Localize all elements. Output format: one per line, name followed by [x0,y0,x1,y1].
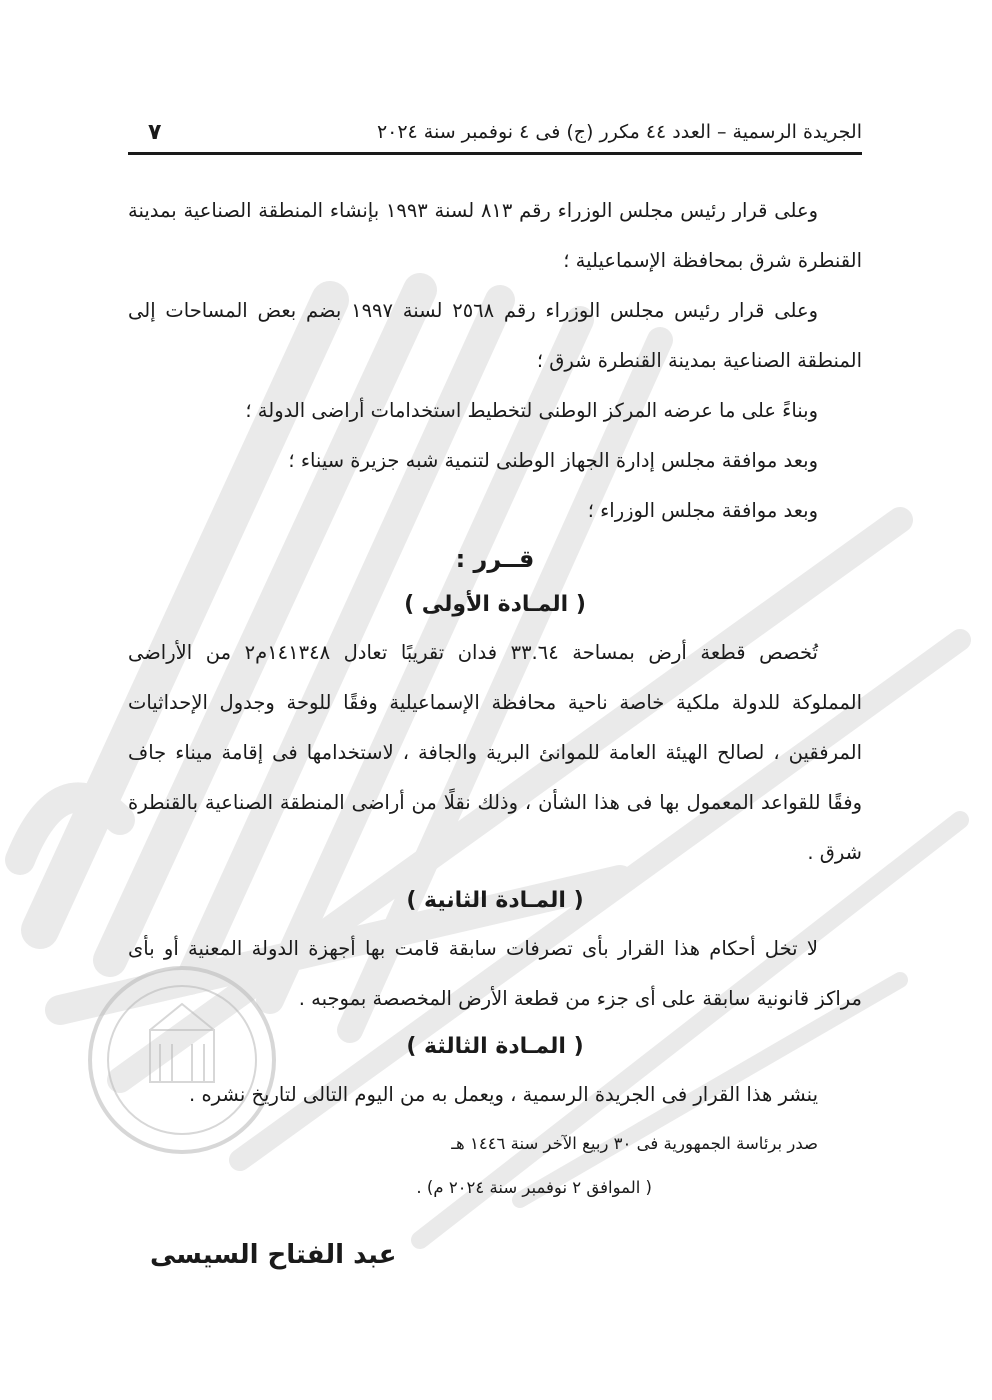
preamble-paragraph: وعلى قرار رئيس مجلس الوزراء رقم ٢٥٦٨ لسنة ١٩٩٧ بضم بعض المساحات إلى المنطقة الصناعية بمدينة القنطرة شرق ؛ [128,299,862,372]
gazette-issue-title: الجريدة الرسمية – العدد ٤٤ مكرر (ج) فى ٤ نوفمبر سنة ٢٠٢٤ [376,121,862,143]
preamble-paragraph: وعلى قرار رئيس مجلس الوزراء رقم ٨١٣ لسنة ١٩٩٣ بإنشاء المنطقة الصناعية بمدينة القنطرة شرق بمحافظة الإسماعيلية ؛ [128,199,862,272]
preamble-paragraph: وبعد موافقة مجلس إدارة الجهاز الوطنى لتنمية شبه جزيرة سيناء ؛ [288,449,818,472]
page-header [128,112,862,155]
president-signature: عبد الفتاح السيسى [150,1240,397,1270]
article-1-text: تُخصص قطعة أرض بمساحة ٣٣.٦٤ فدان تقريبًا تعادل ١٤١٣٤٨م٢ من الأراضى المملوكة للدولة ملكية خاصة ناحية محافظة الإسماعيلية وفقًا للوحة وجدول الإحداثيات المرفقين ، لصالح الهيئة العامة للموانئ البرية والجافة ، لاستخدامها فى إقامة ميناء جاف وفقًا للقواعد المعمول بها فى هذا الشأن ، وذلك نقلًا من أراضى المنطقة الصناعية بالقنطرة شرق . [128,641,862,864]
issued-hijri-date: صدر برئاسة الجمهورية فى ٣٠ ربيع الآخر سنة ١٤٤٦ هـ [451,1134,818,1153]
article-2-title: ( المـادة الثانية ) [406,888,584,913]
preamble-paragraph: وبناءً على ما عرضه المركز الوطنى لتخطيط استخدامات أراضى الدولة ؛ [245,399,818,422]
article-3-text: ينشر هذا القرار فى الجريدة الرسمية ، ويعمل به من اليوم التالى لتاريخ نشره . [189,1083,818,1106]
article-3-title: ( المـادة الثالثة ) [406,1034,584,1059]
page-number: ٧ [148,119,162,145]
article-1-title: ( المـادة الأولى ) [404,592,586,617]
issued-gregorian-date: ( الموافق ٢ نوفمبر سنة ٢٠٢٤ م) . [416,1178,652,1197]
article-2-text: لا تخل أحكام هذا القرار بأى تصرفات سابقة قامت بها أجهزة الدولة المعنية أو بأى مراكز قانونية سابقة على أى جزء من قطعة الأرض المخصصة بموجبه . [128,937,862,1010]
preamble-paragraph: وبعد موافقة مجلس الوزراء ؛ [587,499,818,522]
decree-body [128,186,862,1208]
decision-heading: قــرر : [455,545,535,573]
